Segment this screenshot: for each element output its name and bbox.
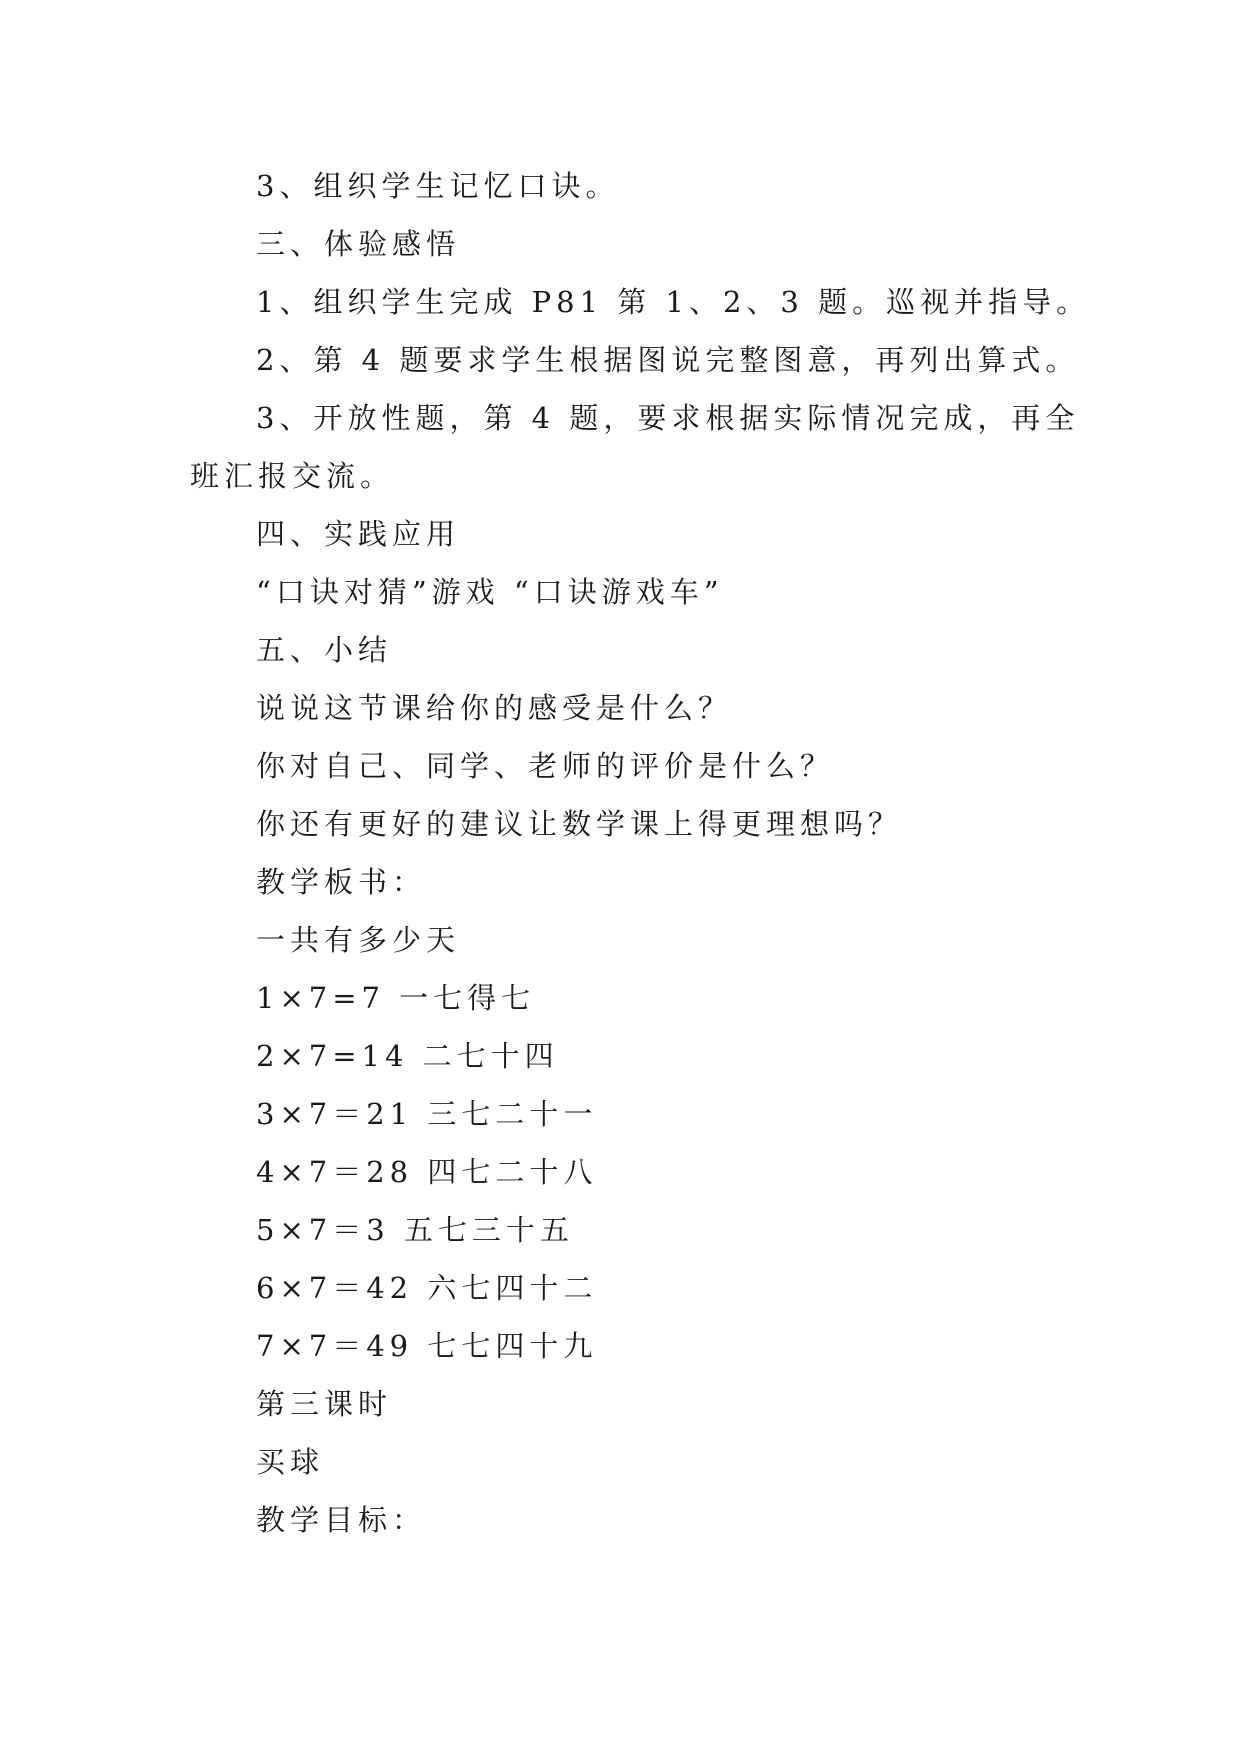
section-heading: 第三课时: [256, 1387, 393, 1421]
formula-line: 5×7＝3 五七三十五: [256, 1213, 574, 1247]
formula-line: 6×7＝42 六七四十二: [256, 1271, 598, 1305]
formula-line: 4×7＝28 四七二十八: [256, 1155, 598, 1189]
text-line: “口诀对猜”游戏 “口诀游戏车”: [256, 575, 724, 609]
text-line: 一共有多少天: [256, 923, 461, 957]
section-heading: 三、体验感悟: [256, 227, 461, 261]
text-line: 1、组织学生完成 P81 第 1、2、3 题。巡视并指导。: [256, 285, 1091, 319]
text-line: 买球: [256, 1445, 325, 1479]
section-heading: 四、实践应用: [256, 517, 461, 551]
formula-line: 7×7＝49 七七四十九: [256, 1329, 598, 1363]
text-line: 教学目标：: [256, 1503, 427, 1537]
text-line-continuation: 班汇报交流。: [190, 459, 395, 493]
formula-line: 2×7=14 二七十四: [256, 1039, 559, 1073]
text-line: 教学板书：: [256, 865, 427, 899]
text-line: 你还有更好的建议让数学课上得更理想吗？: [256, 807, 903, 841]
text-line: 3、开放性题，第 4 题，要求根据实际情况完成，再全: [256, 401, 1080, 435]
text-line: 3、组织学生记忆口诀。: [256, 169, 620, 203]
formula-line: 3×7＝21 三七二十一: [256, 1097, 598, 1131]
text-line: 2、第 4 题要求学生根据图说完整图意，再列出算式。: [256, 343, 1080, 377]
formula-line: 1×7=7 一七得七: [256, 981, 536, 1015]
text-line: 你对自己、同学、老师的评价是什么？: [256, 749, 835, 783]
text-line: 说说这节课给你的感受是什么？: [256, 691, 733, 725]
section-heading: 五、小结: [256, 633, 393, 667]
